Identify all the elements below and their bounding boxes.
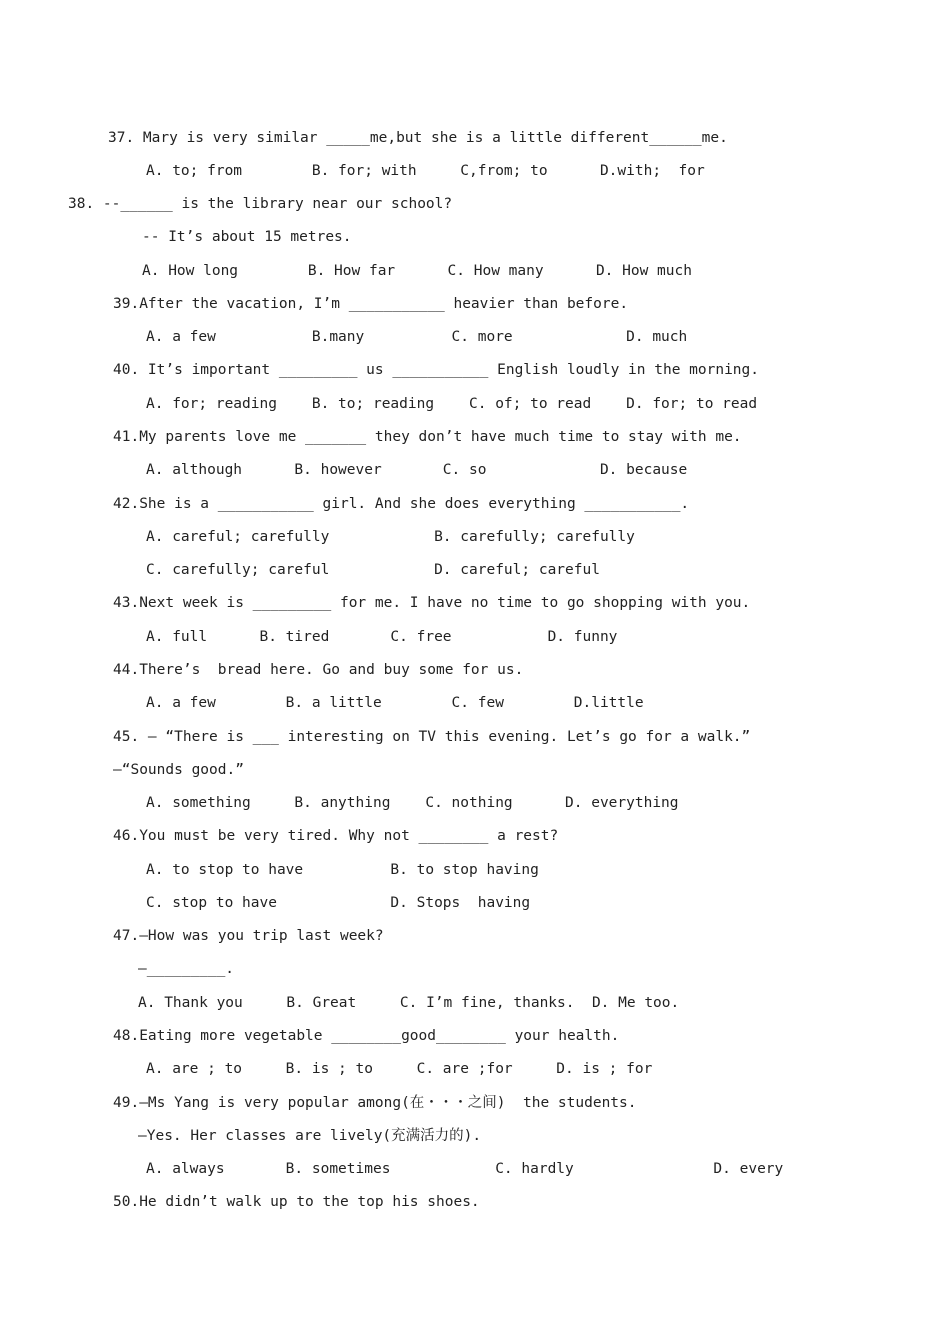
question-38-options: A. How long B. How far C. How many D. How much [142,263,692,279]
question-47-options: A. Thank you B. Great C. I’m fine, thanks. D. Me too. [138,995,680,1011]
question-47-reply: —_________. [138,961,235,977]
question-43-options: A. full B. tired C. free D. funny [146,629,618,645]
question-48-options: A. are ; to B. is ; to C. are ;for D. is ; for [146,1061,653,1077]
question-38-stem: 38. --______ is the library near our school? [68,196,453,212]
question-47-stem: 47.—How was you trip last week? [113,928,384,944]
question-40-stem: 40. It’s important _________ us ___________ English loudly in the morning. [113,362,760,378]
question-39-stem: 39.After the vacation, I’m ___________ heavier than before. [113,296,629,312]
question-44-options: A. a few B. a little C. few D.little [146,695,644,711]
question-49-options: A. always B. sometimes C. hardly D. every [146,1161,784,1177]
question-37-options: A. to; from B. for; with C,from; to D.with; for [146,163,705,179]
question-44-stem: 44.There’s bread here. Go and buy some for us. [113,662,524,678]
question-46-stem: 46.You must be very tired. Why not ________ a rest? [113,828,559,844]
question-37-stem: 37. Mary is very similar _____me,but she is a little different______me. [108,130,728,146]
question-46-options-ab: A. to stop to have B. to stop having [146,862,539,878]
question-42-stem: 42.She is a ___________ girl. And she does everything ___________. [113,496,690,512]
question-38-answer-line: -- It’s about 15 metres. [142,229,352,245]
question-40-options: A. for; reading B. to; reading C. of; to read D. for; to read [146,396,758,412]
question-42-options-ab: A. careful; carefully B. carefully; carefully [146,529,635,545]
question-43-stem: 43.Next week is _________ for me. I have no time to go shopping with you. [113,595,751,611]
question-45-stem: 45. — “There is ___ interesting on TV this evening. Let’s go for a walk.” [113,729,751,745]
question-39-options: A. a few B.many C. more D. much [146,329,688,345]
question-42-options-cd: C. carefully; careful D. careful; careful [146,562,600,578]
question-49-stem: 49.—Ms Yang is very popular among(在・・・之间) the students. [113,1095,637,1111]
question-49-reply: —Yes. Her classes are lively(充满活力的). [138,1128,482,1144]
question-41-stem: 41.My parents love me _______ they don’t have much time to stay with me. [113,429,742,445]
question-41-options: A. although B. however C. so D. because [146,462,688,478]
question-50-stem: 50.He didn’t walk up to the top his shoes. [113,1194,480,1210]
question-45-reply: —“Sounds good.” [113,762,244,778]
question-46-options-cd: C. stop to have D. Stops having [146,895,531,911]
question-48-stem: 48.Eating more vegetable ________good________ your health. [113,1028,620,1044]
question-45-options: A. something B. anything C. nothing D. everything [146,795,679,811]
